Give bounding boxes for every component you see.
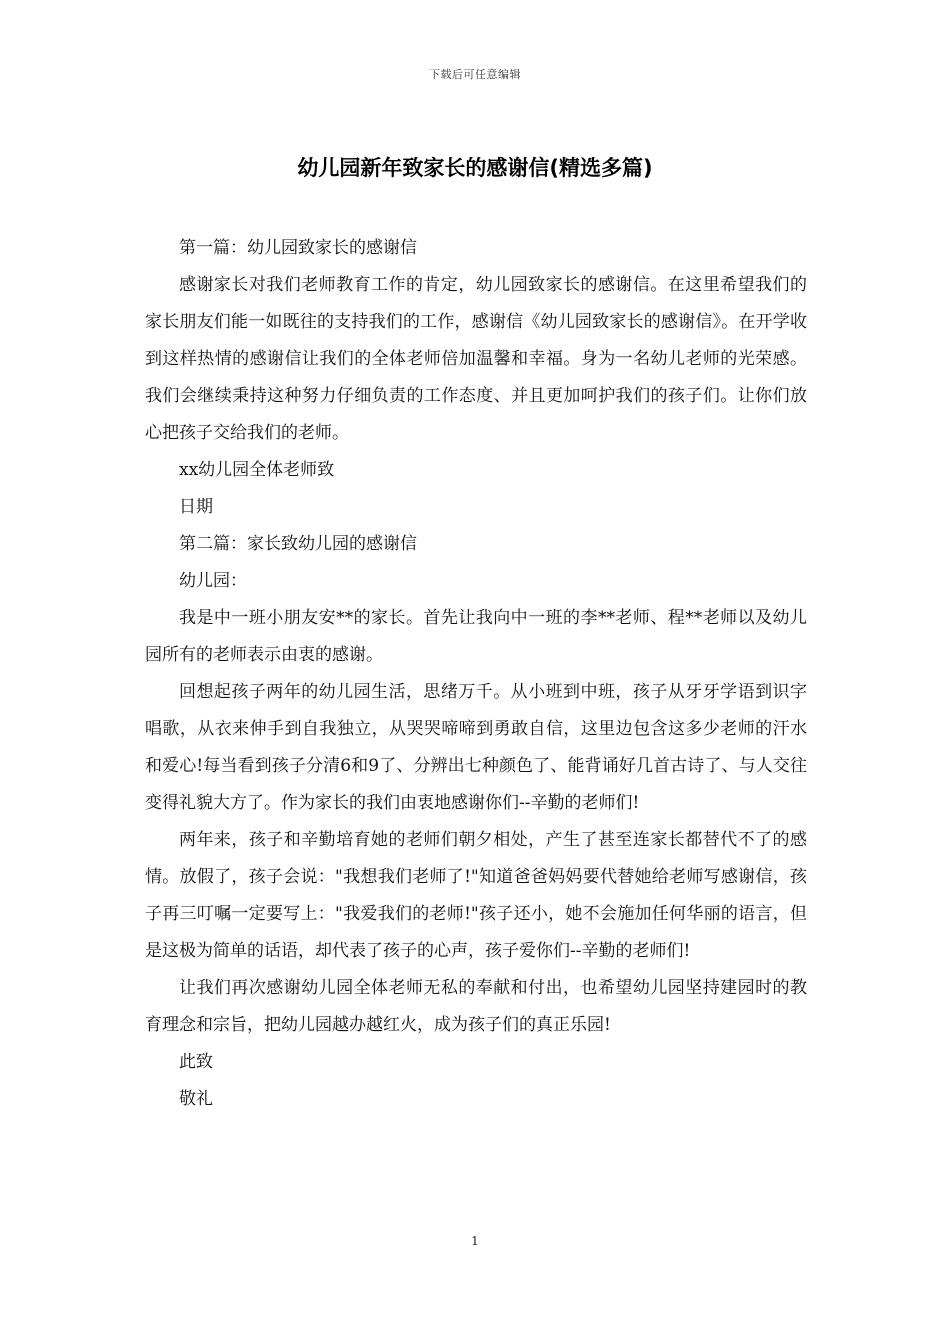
salutation: 幼儿园：	[179, 571, 247, 591]
body-paragraph: 感谢家长对我们老师教育工作的肯定，幼儿园致家长的感谢信。在这里希望我们的家长朋友们能一如既往的支持我们的工作，感谢信《幼儿园致家长的感谢信》。在开学收到这样热情的感谢信让我们的全体老师倍加温馨和幸福。身为一名幼儿老师的光荣感。我们会继续秉持这种努力仔细负责的工作态度、并且更加呵护我们的孩子们。让你们放心把孩子交给我们的老师。	[145, 275, 807, 443]
page-number: 1	[471, 1234, 479, 1248]
body-paragraph: 我是中一班小朋友安**的家长。首先让我向中一班的李**老师、程**老师以及幼儿园所有的老师表示由衷的感谢。	[145, 608, 807, 665]
closing-regards: 敬礼	[179, 1089, 213, 1109]
body-paragraph: 让我们再次感谢幼儿园全体老师无私的奉献和付出，也希望幼儿园坚持建园时的教育理念和宗旨，把幼儿园越办越红火，成为孩子们的真正乐园!	[145, 978, 807, 1035]
section-heading-1: 第一篇：幼儿园致家长的感谢信	[179, 238, 417, 258]
date-line: 日期	[179, 497, 213, 517]
header-note: 下载后可任意编辑	[429, 68, 521, 81]
closing-line: 此致	[179, 1052, 213, 1072]
section-heading-2: 第二篇：家长致幼儿园的感谢信	[179, 534, 417, 554]
body-paragraph: 回想起孩子两年的幼儿园生活，思绪万千。从小班到中班，孩子从牙牙学语到识字唱歌，从衣来伸手到自我独立，从哭哭啼啼到勇敢自信，这里边包含这多少老师的汗水和爱心!每当看到孩子分清6和9了、分辨出七种颜色了、能背诵好几首古诗了、与人交往变得礼貌大方了。作为家长的我们由衷地感谢你们--辛勤的老师们!	[145, 682, 807, 813]
signature-line: xx幼儿园全体老师致	[179, 460, 335, 480]
letter-body	[145, 230, 807, 1118]
document-title: 幼儿园新年致家长的感谢信(精选多篇)	[297, 156, 653, 180]
body-paragraph: 两年来，孩子和辛勤培育她的老师们朝夕相处，产生了甚至连家长都替代不了的感情。放假了，孩子会说："我想我们老师了!"知道爸爸妈妈要代替她给老师写感谢信，孩子再三叮嘱一定要写上："我爱我们的老师!"孩子还小，她不会施加任何华丽的语言，但是这极为简单的话语，却代表了孩子的心声，孩子爱你们--辛勤的老师们!	[145, 830, 807, 961]
